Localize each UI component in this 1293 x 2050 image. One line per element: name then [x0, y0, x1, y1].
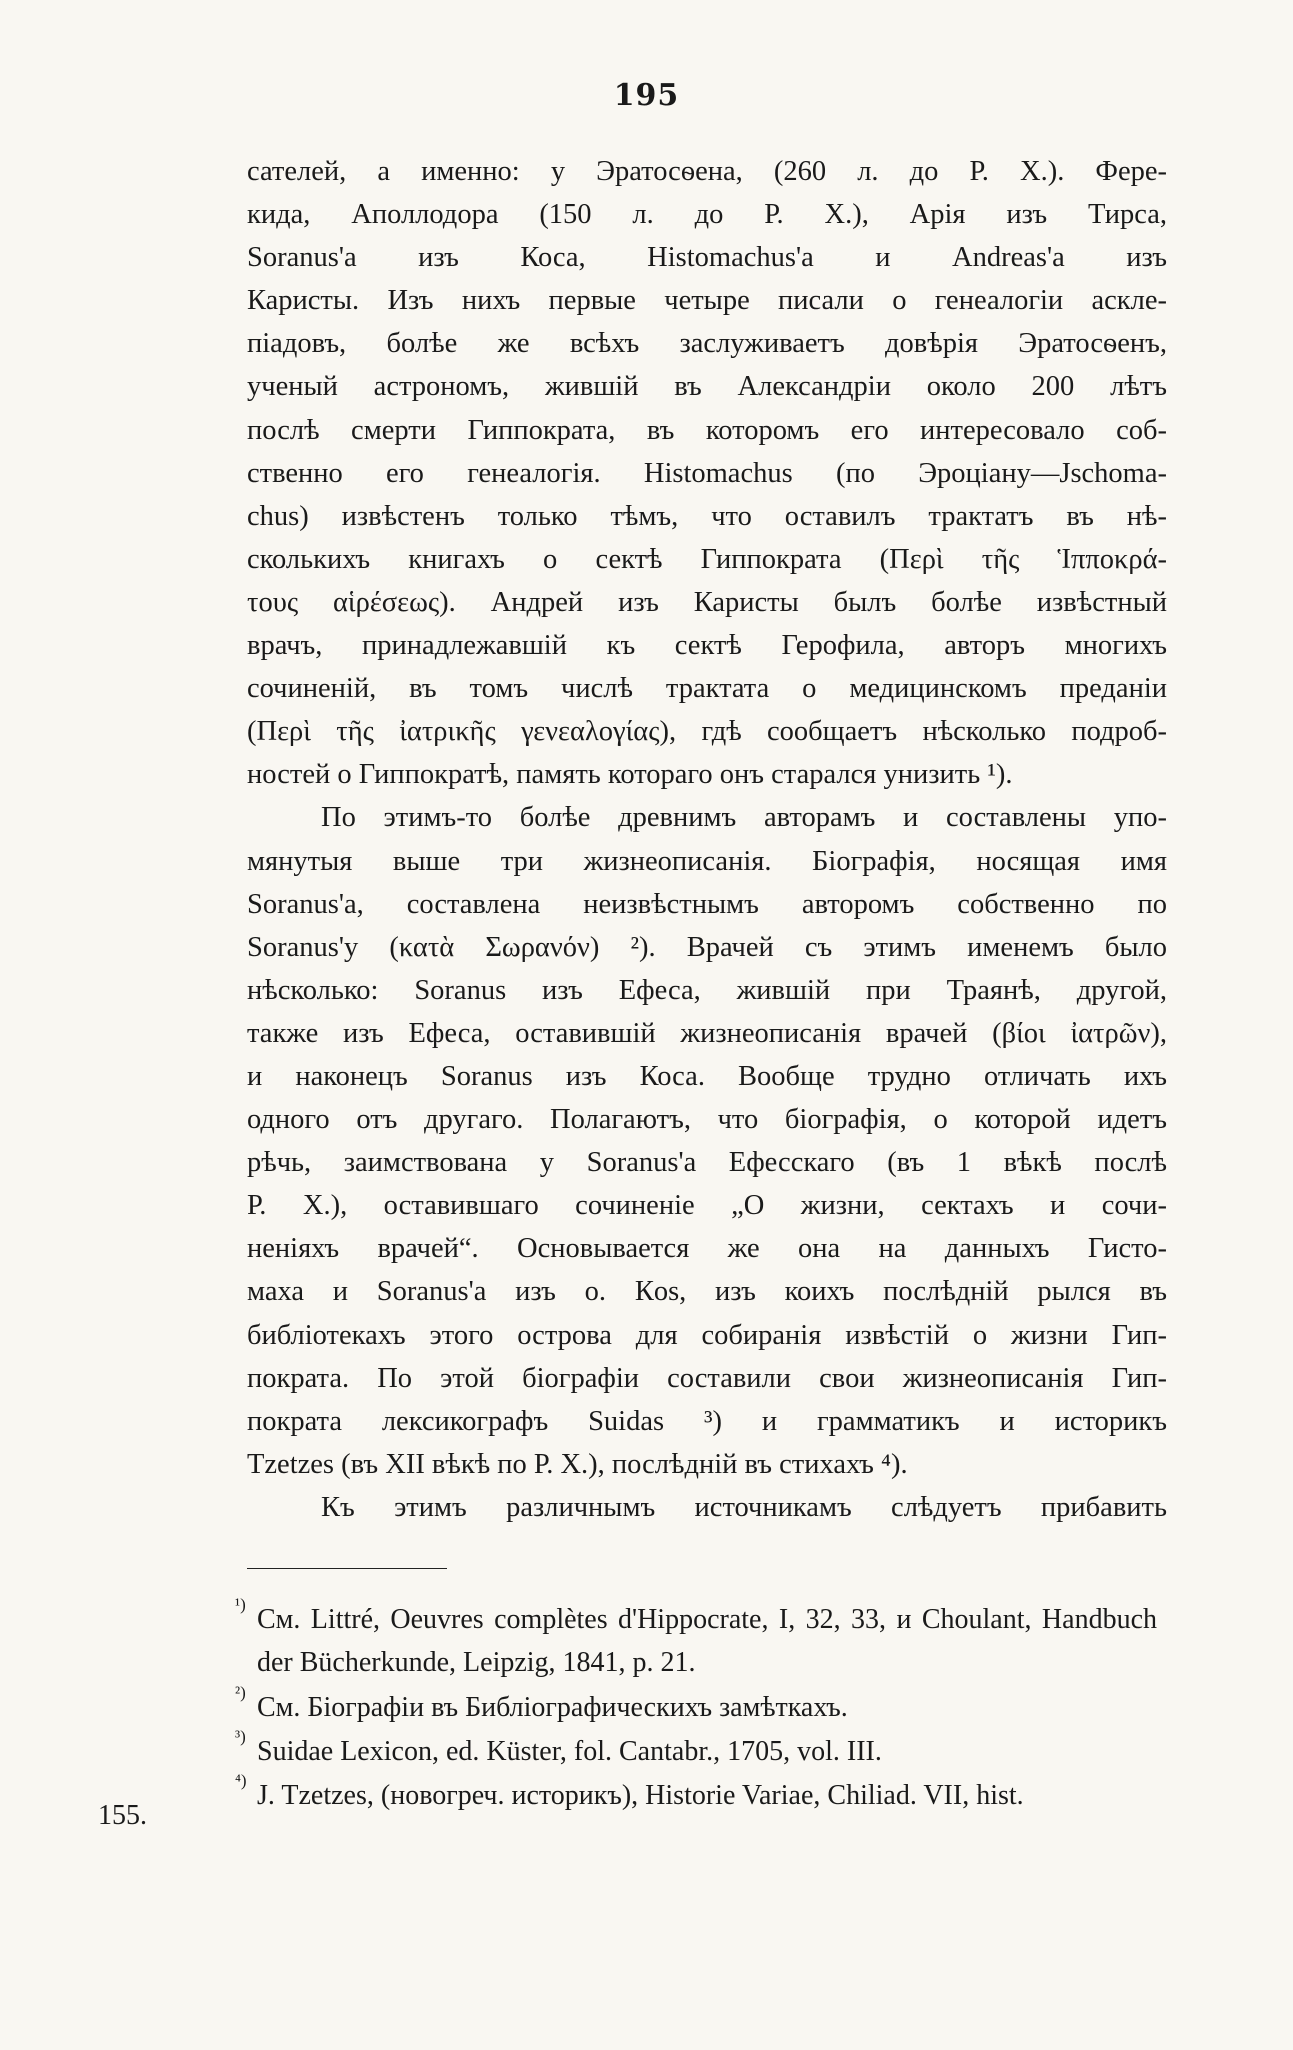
text-line: врачъ, принадлежавшій къ сектѣ Герофила, авторъ многихъ	[247, 630, 1167, 662]
text-line: Soranus'а, составлена неизвѣстнымъ авторомъ собственно по	[247, 888, 1167, 920]
printer-signature: 155.	[98, 1800, 147, 1831]
footnotes	[235, 1595, 1167, 1818]
text-line: сколькихъ книгахъ о сектѣ Гиппократа (Περὶ τῆς Ἱπποκρά-	[247, 543, 1167, 575]
text-line: chus) извѣстенъ только тѣмъ, что оставилъ трактатъ въ нѣ-	[247, 500, 1167, 532]
footnote-mark: ²)	[235, 1683, 246, 1702]
text-line: пократа лексикографъ Suidas ³) и грамматикъ и историкъ	[247, 1405, 1167, 1437]
text-line: послѣ смерти Гиппократа, въ которомъ его интересовало соб-	[247, 414, 1167, 446]
text-line: Tzetzes (въ XII вѣкѣ по Р. Х.), послѣдній въ стихахъ ⁴).	[247, 1448, 908, 1480]
text-line: По этимъ-то болѣе древнимъ авторамъ и составлены упо-	[321, 802, 1167, 834]
footnote-separator	[247, 1568, 447, 1569]
text-line: сочиненій, въ томъ числѣ трактата о медицинскомъ преданіи	[247, 673, 1167, 705]
text-line: Soranus'у (κατὰ Σωρανόν) ²). Врачей съ этимъ именемъ было	[247, 931, 1167, 963]
text-line: маха и Soranus'а изъ о. Кos, изъ коихъ послѣдній рылся въ	[247, 1276, 1167, 1308]
main-text	[247, 150, 1167, 1529]
text-line: кида, Аполлодора (150 л. до Р. Х.), Арія изъ Тирса,	[247, 199, 1167, 231]
text-line: τους αἱρέσεως). Андрей изъ Каристы былъ болѣе извѣстный	[247, 586, 1167, 618]
text-line: библіотекахъ этого острова для собиранія извѣстій о жизни Гип-	[247, 1319, 1167, 1351]
footnote-mark: ⁴)	[235, 1771, 247, 1790]
footnote	[235, 1683, 1167, 1730]
footnote	[235, 1595, 1167, 1686]
footnote-text: См. Littré, Oeuvres complètes d'Hippocrate, I, 32, 33, и Choulant, Handbuch der Bücherkunde, Leipzig, 1841, p. 21.	[257, 1604, 1157, 1678]
page-number: 195	[613, 78, 680, 113]
footnote-text: См. Біографіи въ Библіографическихъ замѣткахъ.	[257, 1692, 848, 1723]
text-line: также изъ Ефеса, оставившій жизнеописанія врачей (βίοι ἰατρῶν),	[247, 1017, 1167, 1049]
text-line: ственно его генеалогія. Histomachus (по Эроціану—Jschoma-	[247, 457, 1167, 489]
text-line: піадовъ, болѣе же всѣхъ заслуживаетъ довѣрія Эратосѳенъ,	[247, 328, 1167, 360]
text-line: рѣчь, заимствована у Soranus'а Ефесскаго (въ 1 вѣкѣ послѣ	[247, 1147, 1167, 1179]
footnote-text: Suidae Lexicon, ed. Küster, fol. Cantabr., 1705, vol. III.	[257, 1736, 882, 1767]
text-line: Р. Х.), оставившаго сочиненіе „О жизни, сектахъ и сочи-	[247, 1190, 1167, 1222]
text-line: пократа. По этой біографіи составили свои жизнеописанія Гип-	[247, 1362, 1167, 1394]
text-line: одного отъ другаго. Полагаютъ, что біографія, о которой идетъ	[247, 1104, 1167, 1136]
text-line: нѣсколько: Soranus изъ Ефеса, жившій при Траянѣ, другой,	[247, 974, 1167, 1006]
footnote	[235, 1727, 1167, 1774]
footnote	[235, 1771, 1167, 1818]
footnote-text: J. Tzetzes, (новогреч. историкъ), Historie Variae, Chiliad. VII, hist.	[257, 1780, 1024, 1811]
text-line: неніяхъ врачей“. Основывается же она на данныхъ Гисто-	[247, 1233, 1167, 1265]
footnote-mark: ¹)	[235, 1595, 246, 1614]
text-line: Soranus'а изъ Коса, Histomachus'а и Andreas'а изъ	[247, 242, 1167, 274]
text-line: Къ этимъ различнымъ источникамъ слѣдуетъ прибавить	[321, 1491, 1167, 1523]
text-line: (Περὶ τῆς ἰατρικῆς γενεαλογίας), гдѣ сообщаетъ нѣсколько подроб-	[247, 716, 1167, 748]
text-line: ученый астрономъ, жившій въ Александріи около 200 лѣтъ	[247, 371, 1167, 403]
text-line: сателей, а именно: у Эратосѳена, (260 л. до Р. Х.). Фере-	[247, 156, 1167, 187]
text-line: и наконецъ Soranus изъ Коса. Вообще трудно отличать ихъ	[247, 1060, 1167, 1092]
text-line: Каристы. Изъ нихъ первые четыре писали о генеалогіи аскле-	[247, 285, 1167, 317]
text-line: мянутыя выше три жизнеописанія. Біографія, носящая имя	[247, 845, 1167, 877]
text-line: ностей о Гиппократѣ, память котораго онъ старался унизить ¹).	[247, 759, 1013, 791]
footnote-mark: ³)	[235, 1727, 246, 1746]
